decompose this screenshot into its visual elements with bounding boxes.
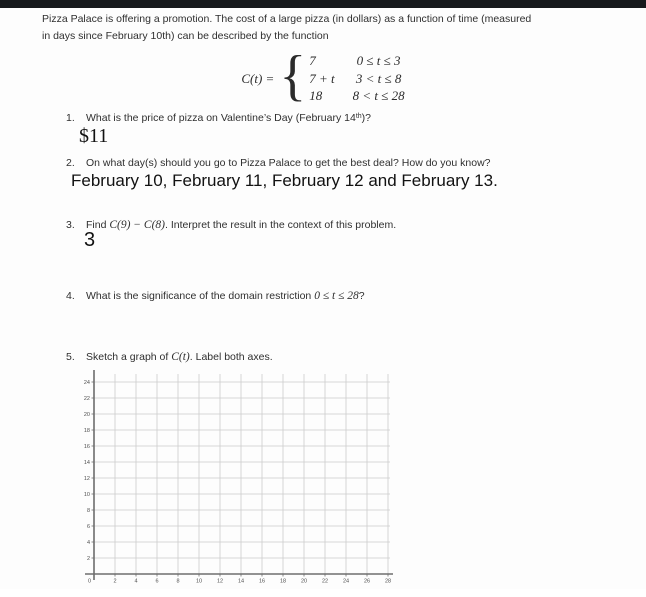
intro-line-2: in days since February 10th) can be described by the function <box>42 30 329 42</box>
svg-text:12: 12 <box>83 476 90 482</box>
case-condition: 0 ≤ t ≤ 3 <box>356 53 401 68</box>
svg-text:6: 6 <box>155 578 159 585</box>
worksheet-page <box>0 8 646 589</box>
question-5-number: 5. <box>66 351 75 363</box>
svg-text:18: 18 <box>83 428 90 434</box>
question-5 <box>66 351 273 363</box>
case-value: 18 <box>309 88 323 103</box>
question-3-text: Find C(9) − C(8). Interpret the result in the context of this problem. <box>86 219 397 231</box>
inline-math: C(9) − C(8) <box>109 219 166 231</box>
question-4 <box>66 290 365 302</box>
function-lhs: C(t) = <box>241 70 275 86</box>
svg-text:4: 4 <box>86 540 90 546</box>
svg-text:20: 20 <box>300 578 308 585</box>
intro-line-1: Pizza Palace is offering a promotion. The cost of a large pizza (in dollars) as a function of time (measured <box>42 13 532 25</box>
svg-text:8: 8 <box>176 578 180 585</box>
piecewise-function <box>0 44 646 107</box>
svg-text:2: 2 <box>86 556 90 562</box>
answer-2: February 10, February 11, February 12 and February 13. <box>71 171 498 190</box>
case-condition: 8 < t ≤ 28 <box>352 88 405 103</box>
svg-text:12: 12 <box>216 578 224 585</box>
svg-text:26: 26 <box>363 578 371 585</box>
svg-text:10: 10 <box>83 492 90 498</box>
question-2-number: 2. <box>66 157 75 169</box>
svg-text:18: 18 <box>279 578 287 585</box>
case-value: 7 + t <box>309 70 335 86</box>
question-1-number: 1. <box>66 112 75 124</box>
svg-text:22: 22 <box>321 578 329 585</box>
superscript-th: th <box>355 113 362 120</box>
svg-text:8: 8 <box>86 508 90 514</box>
svg-text:22: 22 <box>83 396 90 402</box>
svg-text:24: 24 <box>342 578 350 585</box>
question-4-text: What is the significance of the domain restriction 0 ≤ t ≤ 28? <box>86 290 365 302</box>
question-5-text: Sketch a graph of C(t). Label both axes. <box>86 351 273 363</box>
svg-text:0: 0 <box>87 578 91 585</box>
inline-math: 0 ≤ t ≤ 28 <box>314 290 359 302</box>
svg-text:16: 16 <box>258 578 266 585</box>
svg-text:28: 28 <box>384 578 392 585</box>
case-value: 7 <box>309 53 316 68</box>
question-3 <box>66 219 396 231</box>
svg-text:6: 6 <box>86 524 90 530</box>
question-2-text: On what day(s) should you go to Pizza Palace to get the best deal? How do you know? <box>86 157 491 169</box>
question-1 <box>66 112 371 124</box>
sketch-grid <box>78 366 400 592</box>
svg-text:16: 16 <box>83 444 90 450</box>
question-4-number: 4. <box>66 290 75 302</box>
sketch-grid-svg <box>78 366 400 592</box>
answer-3: 3 <box>84 229 96 251</box>
svg-text:14: 14 <box>237 578 245 585</box>
answer-1: $11 <box>79 125 109 147</box>
brace-glyph: { <box>279 44 307 107</box>
svg-text:4: 4 <box>134 578 138 585</box>
screenshot-top-bar <box>0 0 646 8</box>
svg-text:2: 2 <box>113 578 117 585</box>
question-2 <box>66 157 491 169</box>
case-condition: 3 < t ≤ 8 <box>355 70 402 86</box>
intro-paragraph <box>42 11 602 45</box>
svg-text:14: 14 <box>83 460 90 466</box>
function-cases <box>309 53 404 105</box>
inline-math: C(t) <box>171 351 190 363</box>
svg-text:10: 10 <box>195 578 203 585</box>
svg-text:20: 20 <box>83 412 90 418</box>
svg-text:24: 24 <box>83 380 90 386</box>
question-1-text: What is the price of pizza on Valentine’s Day (February 14th)? <box>86 112 372 124</box>
question-3-number: 3. <box>66 219 75 231</box>
